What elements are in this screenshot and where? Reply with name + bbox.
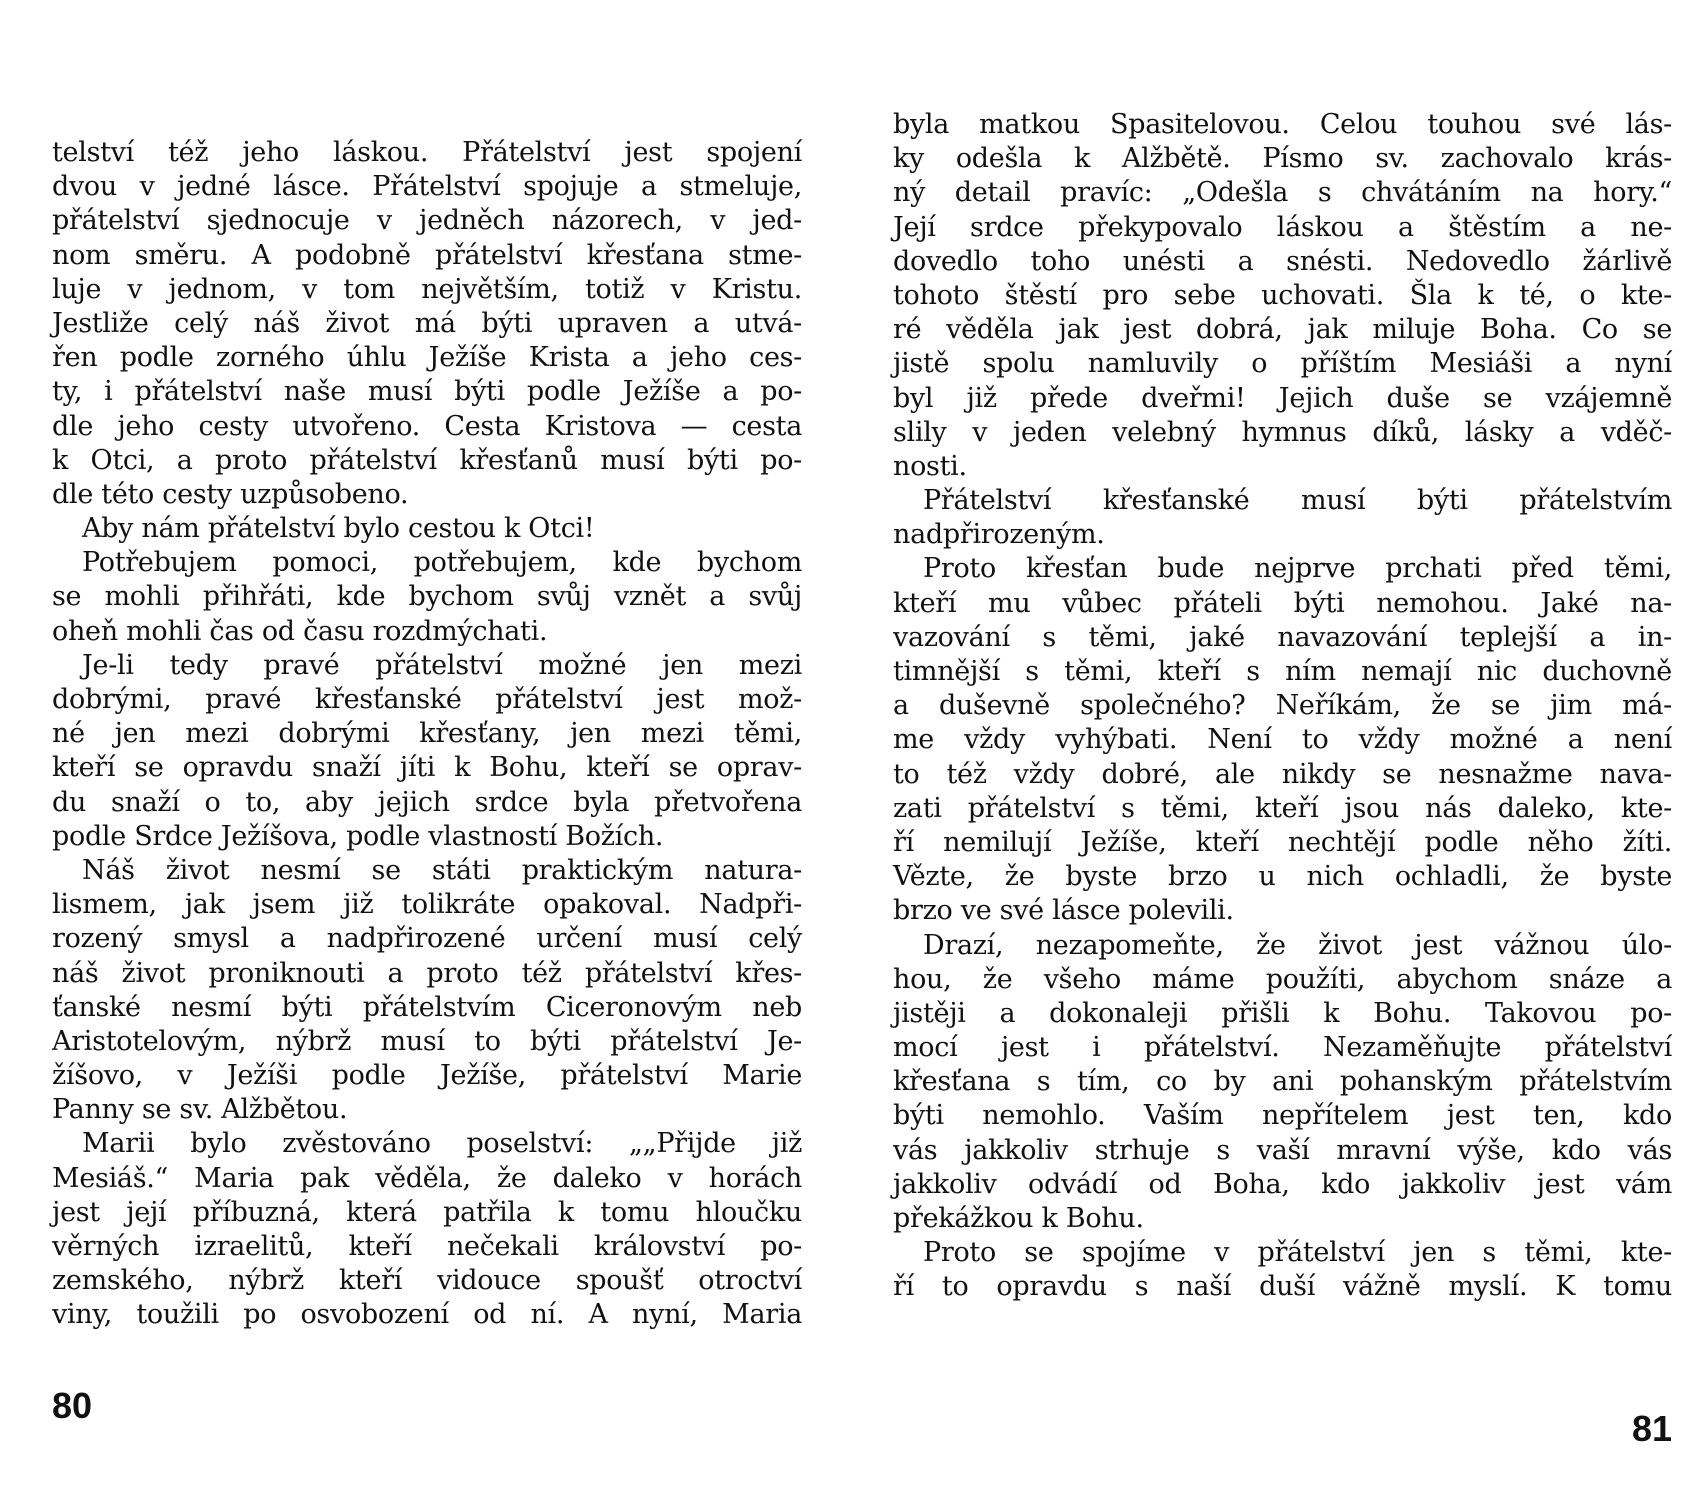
text-line: Potřebujem pomoci, potřebujem, kde bychom — [82, 547, 802, 579]
text-line: ný detail pravíc: „Odešla s chvátáním na hory.“ — [893, 177, 1672, 209]
text-line: Mesiáš.“ Maria pak věděla, že daleko v horách — [52, 1162, 802, 1194]
text-line: Proto křesťan bude nejprve prchati před těmi, — [923, 553, 1672, 585]
text-line: Vězte, že byste brzo u nich ochladli, že byste — [893, 861, 1672, 893]
text-line: me vždy vyhýbati. Není to vždy možné a není — [893, 724, 1672, 756]
text-line: dle této cesty uzpůsobeno. — [52, 478, 409, 510]
text-line: lismem, jak jsem již tolikráte opakoval. Nadpři- — [52, 889, 802, 921]
text-line: ťanské nesmí býti přátelstvím Ciceronovým neb — [52, 991, 802, 1023]
text-line: byla matkou Spasitelovou. Celou touhou své lás- — [893, 109, 1672, 140]
text-line: Marii bylo zvěstováno poselství: „„Přijde již — [82, 1128, 802, 1160]
text-line: překážkou k Bohu. — [893, 1203, 1144, 1234]
text-line: Jestliže celý náš život má býti upraven a utvá- — [52, 307, 802, 339]
text-line: býti nemohlo. Vaším nepřítelem jest ten, kdo — [893, 1100, 1672, 1132]
text-line: podle Srdce Ježíšova, podle vlastností Božích. — [52, 820, 664, 852]
text-line: vazování s těmi, jaké navazování teplejší a in- — [893, 621, 1672, 653]
text-line: nosti. — [893, 450, 967, 482]
text-line: timnější s těmi, kteří s ním nemají nic duchovně — [893, 656, 1672, 687]
text-line: mocí jest i přátelství. Nezaměňujte přátelství — [893, 1032, 1672, 1064]
text-line: ky odešla k Alžbětě. Písmo sv. zachovalo krás- — [893, 143, 1672, 175]
text-line: dovedlo toho unésti a snésti. Nedovedlo žárlivě — [893, 245, 1672, 277]
text-line: Její srdce překypovalo láskou a štěstím a ne- — [893, 211, 1672, 243]
text-line: jakkoliv odvádí od Boha, kdo jakkoliv jest vám — [893, 1168, 1672, 1200]
text-line: a duševně společného? Neříkám, že se jim má- — [893, 690, 1672, 722]
text-line: oheň mohli čas od času rozdmýchati. — [52, 615, 548, 647]
text-line: věrných izraelitů, kteří nečekali království po- — [52, 1231, 802, 1262]
left-page-text — [52, 136, 802, 1333]
text-line: ří to opravdu s naší duší vážně myslí. K tomu — [893, 1271, 1672, 1303]
text-line: luje v jednom, v tom největším, totiž v Kristu. — [52, 273, 802, 305]
text-line: křesťana s tím, co by ani pohanským přátelstvím — [893, 1066, 1672, 1098]
text-line: Přátelství křesťanské musí býti přátelstvím — [923, 485, 1672, 517]
text-line: dvou v jedné lásce. Přátelství spojuje a stmeluje, — [52, 171, 802, 203]
text-line: Aby nám přátelství bylo cestou k Otci! — [82, 513, 595, 545]
text-line: rozený smysl a nadpřirozené určení musí celý — [52, 923, 802, 955]
text-line: přátelství sjednocuje v jedněch názorech, v jed- — [52, 205, 802, 237]
text-line: brzo ve své lásce polevili. — [893, 895, 1234, 927]
text-line: tohoto štěstí pro sebe uchovati. Šla k té, o kte- — [893, 279, 1672, 311]
text-line: Aristotelovým, nýbrž musí to býti přátelství Je- — [52, 1025, 802, 1057]
text-line: jistě spolu namluvily o příštím Mesiáši a nyní — [893, 348, 1672, 380]
text-line: kteří mu vůbec přáteli býti nemohou. Jaké na- — [893, 587, 1672, 619]
text-line: ré věděla jak jest dobrá, jak miluje Boha. Co se — [893, 314, 1672, 346]
text-line: Drazí, nezapomeňte, že život jest vážnou úlo- — [923, 929, 1672, 961]
text-line: zemského, nýbrž kteří vidouce spoušť otroctví — [52, 1265, 802, 1297]
text-line: dobrými, pravé křesťanské přátelství jest mož- — [52, 684, 802, 715]
text-line: se mohli přihřáti, kde bychom svůj vznět a svůj — [52, 581, 802, 613]
text-line: to též vždy dobré, ale nikdy se nesnažme nava- — [893, 758, 1672, 790]
text-line: hou, že všeho máme použíti, abychom snáze a — [893, 963, 1672, 995]
text-line: Náš život nesmí se státi praktickým naturа- — [82, 854, 802, 886]
text-line: náš život proniknouti a proto též přátelství křes- — [52, 957, 802, 989]
text-line: du snaží o to, aby jejich srdce byla přetvořena — [52, 786, 802, 818]
text-line: k Otci, a proto přátelství křesťanů musí býti po- — [52, 444, 802, 476]
text-line: vás jakkoliv strhuje s vaší mravní výše, kdo vás — [893, 1134, 1672, 1166]
text-line: né jen mezi dobrými křesťany, jen mezi těmi, — [52, 718, 802, 750]
text-line: viny, toužili po osvobození od ní. A nyní, Maria — [52, 1299, 802, 1331]
text-line: slily v jeden velebný hymnus díků, lásky a vděč- — [893, 416, 1672, 448]
text-line: byl již přede dveřmi! Jejich duše se vzájemně — [893, 382, 1672, 414]
text-line: Je-li tedy pravé přátelství možné jen mezi — [82, 649, 802, 681]
text-line: zati přátelství s těmi, kteří jsou nás daleko, kte- — [893, 792, 1672, 824]
text-line: Panny se sv. Alžbětou. — [52, 1094, 348, 1126]
text-line: dle jeho cesty utvořeno. Cesta Kristova — cesta — [52, 410, 802, 442]
left-page-number: 80 — [52, 1385, 93, 1426]
text-line: telství též jeho láskou. Přátelství jest spojení — [52, 137, 802, 168]
right-page-text — [893, 108, 1672, 1305]
text-line: nadpřirozeným. — [893, 519, 1105, 551]
text-line: kteří se opravdu snaží jíti k Bohu, kteří se oprav- — [52, 752, 802, 784]
right-page-number: 81 — [1631, 1408, 1672, 1449]
text-line: ří nemilují Ježíše, kteří nechtějí podle něho žíti. — [893, 826, 1672, 858]
text-line: žíšovo, v Ježíši podle Ježíše, přátelství Marie — [52, 1060, 802, 1092]
text-line: ty, i přátelství naše musí býti podle Ježíše a po- — [52, 376, 802, 408]
text-line: Proto se spojíme v přátelství jen s těmi, kte- — [923, 1237, 1672, 1269]
text-line: jistěji a dokonaleji přišli k Bohu. Takovou po- — [893, 997, 1672, 1029]
text-line: řen podle zorného úhlu Ježíše Krista a jeho ces- — [52, 342, 802, 374]
text-line: nom směru. A podobně přátelství křesťana stme- — [52, 239, 802, 271]
text-line: jest její příbuzná, která patřila k tomu hloučku — [52, 1196, 802, 1228]
